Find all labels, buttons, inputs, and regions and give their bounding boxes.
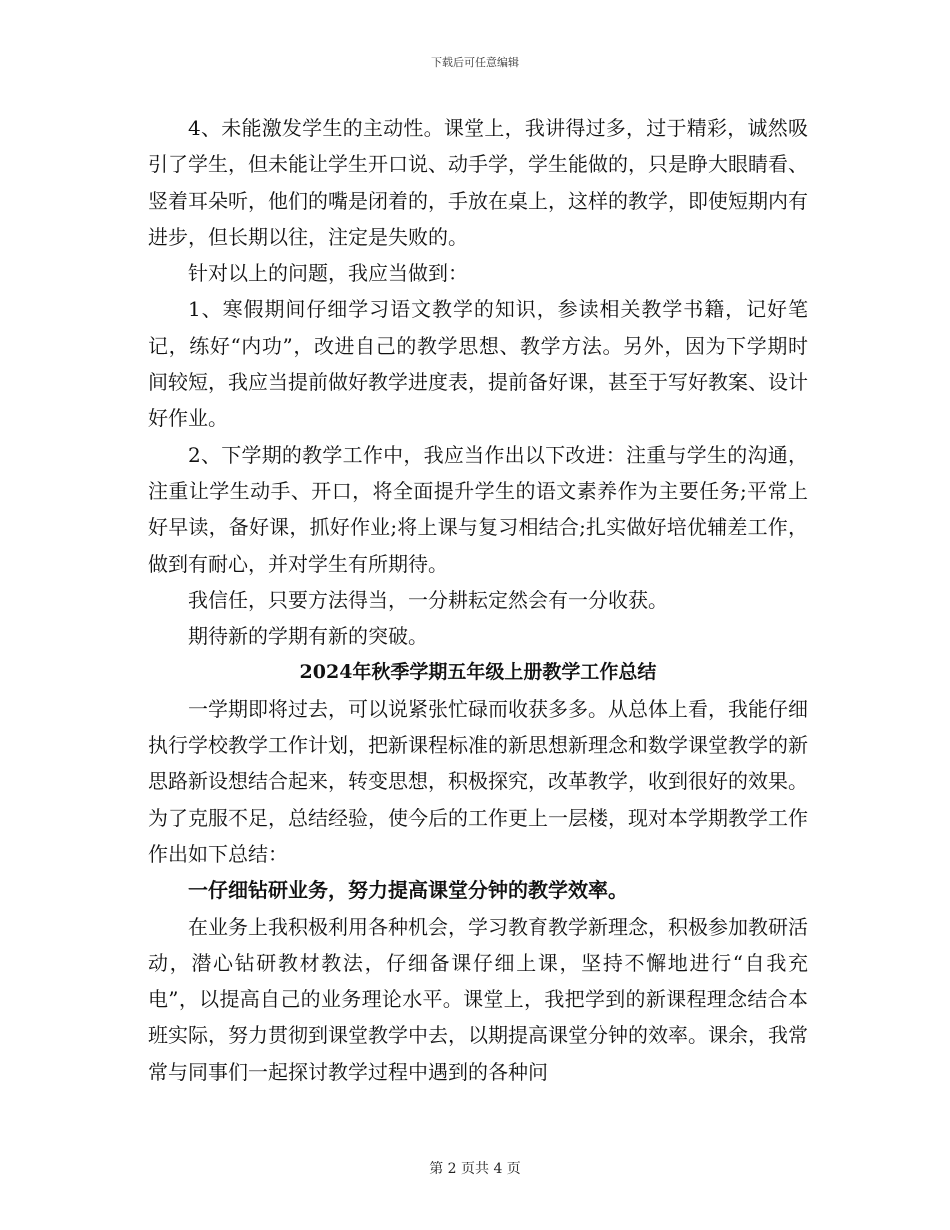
paragraph-business: 在业务上我积极利用各种机会，学习教育教学新理念，积极参加教研活动，潜心钻研教材教法，仔细备课仔细上课，坚持不懈地进行“自我充电”，以提高自己的业务理论水平。课堂上，我把学到的新课程理念结合本班实际，努力贯彻到课堂教学中去，以期提高课堂分钟的效率。课余，我常常与同事们一起探讨教学过程中遇到的各种问: [148, 914, 808, 1084]
page-header: 下载后可任意编辑: [431, 56, 519, 69]
paragraph-solution-1: 1、寒假期间仔细学习语文教学的知识，参读相关教学书籍，记好笔记，练好“内功”，改进自己的教学思想、教学方法。另外，因为下学期时间较短，我应当提前做好教学进度表，提前备好课，甚至于写好教案、设计好作业。: [148, 297, 808, 431]
paragraph-expectation: 期待新的学期有新的突破。: [188, 624, 428, 649]
subheading: 一仔细钻研业务，努力提高课堂分钟的教学效率。: [188, 878, 628, 903]
section-title: 2024年秋季学期五年级上册教学工作总结: [299, 661, 657, 684]
paragraph-intro-solutions: 针对以上的问题，我应当做到：: [188, 261, 468, 286]
document-body: [148, 110, 808, 1090]
paragraph-belief: 我信任，只要方法得当，一分耕耘定然会有一分收获。: [188, 587, 668, 612]
paragraph-solution-2: 2、下学期的教学工作中，我应当作出以下改进：注重与学生的沟通，注重让学生动手、开口，将全面提升学生的语文素养作为主要任务;平常上好早读，备好课，抓好作业;将上课与复习相结合;扎实做好培优辅差工作，做到有耐心，并对学生有所期待。: [148, 442, 808, 576]
page-footer: 第 2 页共 4 页: [429, 1161, 521, 1177]
paragraph-summary-intro: 一学期即将过去，可以说紧张忙碌而收获多多。从总体上看，我能仔细执行学校教学工作计划，把新课程标准的新思想新理念和数学课堂教学的新思路新设想结合起来，转变思想，积极探究，改革教学，收到很好的效果。为了克服不足，总结经验，使今后的工作更上一层楼，现对本学期教学工作作出如下总结：: [148, 696, 808, 866]
paragraph-point-4: 4、未能激发学生的主动性。课堂上，我讲得过多，过于精彩，诚然吸引了学生，但未能让学生开口说、动手学，学生能做的，只是睁大眼睛看、竖着耳朵听，他们的嘴是闭着的，手放在桌上，这样的教学，即使短期内有进步，但长期以往，注定是失败的。: [148, 116, 808, 249]
